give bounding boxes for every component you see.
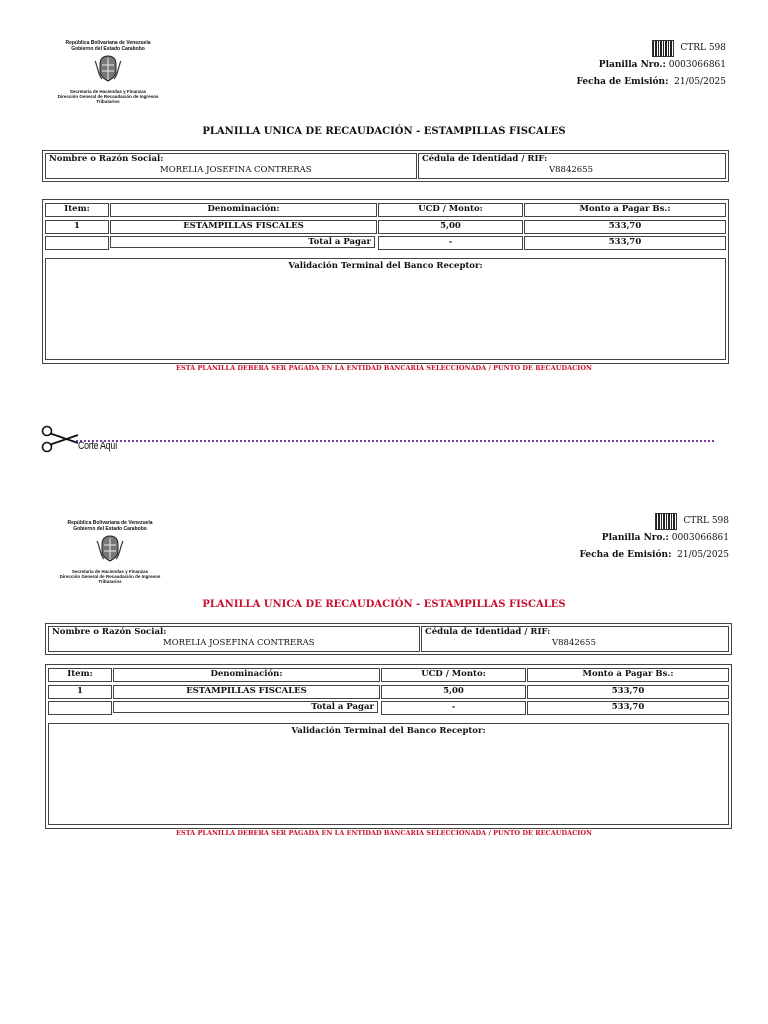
fecha-label: Fecha de Emisión: [579,550,672,560]
ctrl-number: CTRL 598 [683,516,729,526]
fecha-value: 21/05/2025 [677,550,729,560]
planilla-header [576,40,726,91]
nombre-label: Nombre o Razón Social: [52,627,167,637]
cedula-label: Cédula de Identidad / RIF: [422,154,548,164]
total-empty-cell [45,236,109,250]
logo-line-3: Secretaría de Haciendas y Finanzas [69,89,147,94]
items-table [42,199,729,364]
total-ucd: - [381,701,526,715]
header-item: Item: [48,668,112,682]
validacion-label: Validación Terminal del Banco Receptor: [291,726,486,736]
total-label: Total a Pagar [110,236,375,248]
header-monto: Monto a Pagar Bs.: [524,203,726,217]
dotted-cut-line [76,440,714,442]
logo-line-2: Gobierno del Estado Carabobo [73,526,147,532]
planilla-header [579,513,729,564]
scissors-icon [40,425,80,453]
logo-line-3: Secretaría de Haciendas y Finanzas [71,569,149,574]
header-monto: Monto a Pagar Bs.: [527,668,729,682]
header-denominacion: Denominación: [113,668,380,682]
validacion-box [48,723,729,825]
page-title: PLANILLA UNICA DE RECAUDACIÓN - ESTAMPILLAS FISCALES [202,599,566,610]
planilla-label: Planilla Nro.: [601,533,669,543]
planilla-number: 0003066861 [671,533,729,543]
cut-label: Corte Aquí [78,440,118,452]
row-item: 1 [48,685,112,699]
planilla-number: 0003066861 [668,60,726,70]
coat-of-arms-icon [93,53,123,83]
planilla-label: Planilla Nro.: [598,60,666,70]
logo-line-5: Tributarios [98,579,122,584]
government-logo [54,520,166,584]
cedula-label: Cédula de Identidad / RIF: [425,627,551,637]
ctrl-number: CTRL 598 [680,43,726,53]
total-ucd: - [378,236,523,250]
fecha-label: Fecha de Emisión: [576,77,669,87]
nombre-label: Nombre o Razón Social: [49,154,164,164]
contribuyente-box [45,623,732,655]
fecha-value: 21/05/2025 [674,77,726,87]
header-item: Item: [45,203,109,217]
nombre-value: MORELIA JOSEFINA CONTRERAS [163,638,315,648]
header-ucd: UCD / Monto: [381,668,526,682]
row-ucd: 5,00 [378,220,523,234]
payment-notice: ESTA PLANILLA DEBERA SER PAGADA EN LA ENTIDAD BANCARIA SELECCIONADA / PUNTO DE RECAUDACION [176,829,592,837]
logo-line-5: Tributarios [96,99,120,104]
total-monto: 533,70 [524,236,726,250]
total-empty-cell [48,701,112,715]
cedula-value: V8842655 [549,165,593,175]
logo-line-4: Dirección General de Recaudación de Ingresos [57,94,159,99]
government-logo [52,40,164,104]
row-ucd: 5,00 [381,685,526,699]
contribuyente-box [42,150,729,182]
row-monto: 533,70 [524,220,726,234]
logo-line-1: República Bolivariana de Venezuela [67,520,153,526]
row-item: 1 [45,220,109,234]
validacion-box [45,258,726,360]
logo-line-4: Dirección General de Recaudación de Ingresos [59,574,161,579]
validacion-label: Validación Terminal del Banco Receptor: [288,261,483,271]
barcode-icon [652,40,674,57]
row-denominacion: ESTAMPILLAS FISCALES [113,685,380,699]
header-denominacion: Denominación: [110,203,377,217]
cut-line [40,423,730,459]
coat-of-arms-icon [95,533,125,563]
logo-line-1: República Bolivariana de Venezuela [65,40,151,46]
logo-line-2: Gobierno del Estado Carabobo [71,46,145,52]
header-ucd: UCD / Monto: [378,203,523,217]
barcode-icon [655,513,677,530]
page-title: PLANILLA UNICA DE RECAUDACIÓN - ESTAMPILLAS FISCALES [202,126,566,137]
row-monto: 533,70 [527,685,729,699]
items-table [45,664,732,829]
row-denominacion: ESTAMPILLAS FISCALES [110,220,377,234]
cedula-value: V8842655 [552,638,596,648]
payment-notice: ESTA PLANILLA DEBERA SER PAGADA EN LA ENTIDAD BANCARIA SELECCIONADA / PUNTO DE RECAUDACION [176,364,592,372]
total-monto: 533,70 [527,701,729,715]
nombre-value: MORELIA JOSEFINA CONTRERAS [160,165,312,175]
total-label: Total a Pagar [113,701,378,713]
